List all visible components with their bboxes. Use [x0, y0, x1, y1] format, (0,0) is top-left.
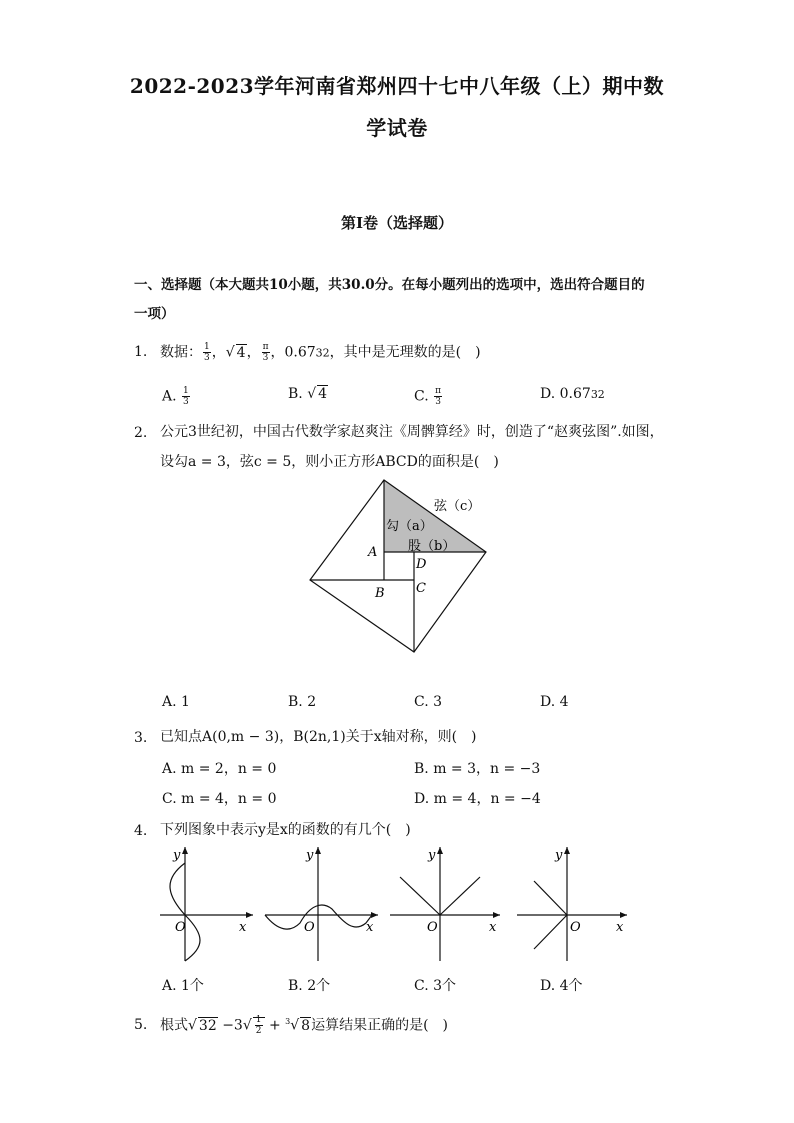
- option-c[interactable]: C. 3: [414, 694, 443, 710]
- option-a[interactable]: A. $\frac{1}{3}$: [162, 386, 189, 407]
- vertex-c: C: [416, 581, 426, 596]
- question-2-line2: 设勾a = 3，弦c = 5，则小正方形ABCD的面积是( ): [160, 454, 499, 470]
- section-heading-line2: 一项）: [134, 306, 175, 322]
- option-b[interactable]: B. √ 4: [288, 386, 328, 402]
- svg-text:y: y: [555, 848, 563, 863]
- option-b[interactable]: B. 2: [288, 694, 317, 710]
- question-number: 1.: [134, 344, 148, 360]
- paper-title-line1: 2022-2023学年河南省郑州四十七中八年级（上）期中数: [129, 74, 665, 98]
- question-number: 5.: [134, 1017, 148, 1033]
- svg-text:O: O: [570, 920, 581, 935]
- svg-text:O: O: [427, 920, 438, 935]
- section-heading-line1: 一、选择题（本大题共10小题，共30.0分。在每小题列出的选项中，选出符合题目的: [134, 277, 645, 293]
- vertex-d: D: [416, 557, 427, 572]
- fraction: $\frac{\pi}{3}$: [262, 342, 269, 363]
- svg-text:O: O: [175, 920, 186, 935]
- svg-text:x: x: [616, 920, 624, 935]
- svg-text:x: x: [489, 920, 497, 935]
- label-gou: 勾（a）: [386, 519, 433, 534]
- question-number: 2.: [134, 425, 148, 441]
- option-d[interactable]: D. m = 4，n = −4: [414, 791, 541, 807]
- vertex-b: B: [375, 586, 385, 601]
- question-5-text: 根式√ 32 −3√ $\frac{1}{2}$ + $^3$√ 8运算结果正确的是( ): [160, 1015, 449, 1037]
- option-a[interactable]: A. 1: [162, 694, 190, 710]
- label-gu: 股（b）: [408, 539, 456, 554]
- sqrt-symbol: √: [225, 344, 235, 361]
- fraction: $\frac{1}{3}$: [204, 342, 210, 363]
- graph-4-sideways-v: [512, 843, 632, 963]
- paper-title-line2: 学试卷: [366, 116, 428, 140]
- option-c[interactable]: C. $\frac{\pi}{3}$: [414, 386, 442, 407]
- option-c[interactable]: C. 3个: [414, 978, 457, 994]
- svg-text:y: y: [306, 848, 314, 863]
- question-3-text: 已知点A(0,m − 3)，B(2n,1)关于x轴对称，则( ): [160, 729, 477, 745]
- graph-3-v-shape: [385, 843, 505, 963]
- option-b[interactable]: B. 2个: [288, 978, 331, 994]
- option-d[interactable]: D. 0.6732: [540, 386, 605, 402]
- question-2-line1: 公元3世纪初，中国古代数学家赵爽注《周髀算经》时，创造了“赵爽弦图”.如图，: [160, 424, 664, 440]
- svg-text:y: y: [428, 848, 436, 863]
- question-1-text: 数据： $\frac{1}{3}$ ，√ 4， $\frac{\pi}{3}$ ，0.6732，其中是无理数的是( ): [160, 342, 481, 363]
- volume-heading: 第I卷（选择题）: [340, 214, 454, 232]
- option-d[interactable]: D. 4: [540, 694, 569, 710]
- zhao-shuang-diagram: [300, 474, 500, 660]
- option-b[interactable]: B. m = 3，n = −3: [414, 761, 541, 777]
- question-number: 3.: [134, 730, 148, 746]
- question-4-text: 下列图象中表示y是x的函数的有几个( ): [160, 822, 411, 838]
- label-xian: 弦（c）: [434, 499, 481, 514]
- svg-text:O: O: [304, 920, 315, 935]
- graph-2-sine-wave: [260, 843, 380, 963]
- option-c[interactable]: C. m = 4，n = 0: [162, 791, 277, 807]
- graph-1-sideways-wave: [155, 843, 255, 963]
- question-number: 4.: [134, 823, 148, 839]
- svg-text:x: x: [366, 920, 374, 935]
- vertex-a: A: [368, 545, 378, 560]
- option-a[interactable]: A. m = 2，n = 0: [162, 761, 277, 777]
- svg-text:y: y: [173, 848, 181, 863]
- svg-text:x: x: [239, 920, 247, 935]
- option-a[interactable]: A. 1个: [162, 978, 204, 994]
- option-d[interactable]: D. 4个: [540, 978, 583, 994]
